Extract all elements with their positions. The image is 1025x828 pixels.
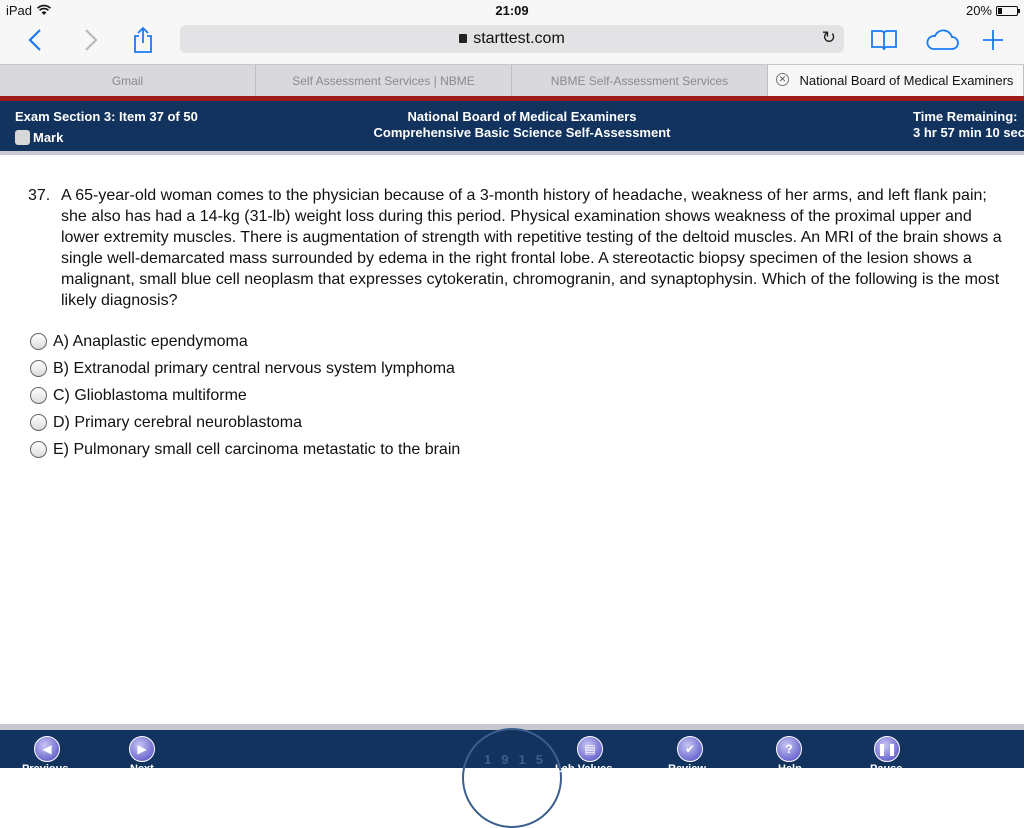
url-wrap bbox=[180, 30, 844, 48]
tab-nbme-self-assessment[interactable] bbox=[512, 65, 768, 96]
previous-label: Previous bbox=[22, 763, 69, 775]
time-value: 3 hr 57 min 10 sec bbox=[913, 125, 1025, 140]
tab-gmail[interactable] bbox=[0, 65, 256, 96]
header-divider bbox=[0, 151, 1024, 155]
book-icon bbox=[870, 28, 898, 52]
help-button[interactable] bbox=[776, 736, 802, 762]
status-right bbox=[966, 3, 1018, 18]
tab-label: Gmail bbox=[111, 73, 144, 88]
option-label: A) Anaplastic ependymoma bbox=[53, 332, 248, 350]
option-label: D) Primary cerebral neuroblastoma bbox=[53, 413, 302, 431]
radio-button[interactable] bbox=[30, 333, 47, 350]
answer-option-a[interactable] bbox=[30, 328, 730, 355]
mark-label: Mark bbox=[33, 130, 64, 145]
tab-label: NBME Self-Assessment Services bbox=[550, 73, 729, 88]
tab-label: National Board of Medical Examiners bbox=[799, 73, 1014, 88]
previous-icon: ◀ bbox=[42, 742, 52, 756]
radio-button[interactable] bbox=[30, 360, 47, 377]
device-name: iPad bbox=[6, 3, 33, 18]
nbme-seal-logo bbox=[462, 728, 562, 828]
tab-bar bbox=[0, 64, 1024, 96]
option-label: E) Pulmonary small cell carcinoma metastatic to the brain bbox=[53, 440, 461, 458]
pause-label: Pause bbox=[870, 763, 903, 775]
section-indicator: Exam Section 3: Item 37 of 50 bbox=[15, 109, 198, 124]
tab-self-assessment-services[interactable] bbox=[256, 65, 512, 96]
battery-icon bbox=[996, 6, 1018, 16]
cloud-icon bbox=[925, 29, 959, 51]
tab-label: Self Assessment Services | NBME bbox=[292, 73, 475, 88]
review-label: Review bbox=[668, 763, 706, 775]
pause-button[interactable] bbox=[874, 736, 900, 762]
reload-icon[interactable]: ↻ bbox=[821, 28, 836, 47]
review-icon: ✔ bbox=[684, 742, 696, 756]
lock-icon bbox=[459, 34, 467, 43]
forward-button[interactable] bbox=[76, 20, 106, 60]
share-button[interactable] bbox=[128, 20, 158, 60]
browser-toolbar bbox=[0, 20, 1024, 64]
answer-option-c[interactable] bbox=[30, 382, 730, 409]
previous-button[interactable] bbox=[34, 736, 60, 762]
lab-values-button[interactable] bbox=[577, 736, 603, 762]
seal-text: 1915 bbox=[484, 752, 553, 767]
close-tab-icon[interactable]: ✕ bbox=[776, 73, 789, 86]
help-label: Help bbox=[778, 763, 802, 775]
exam-name: Comprehensive Basic Science Self-Assessment bbox=[373, 125, 671, 140]
tab-national-board[interactable] bbox=[768, 65, 1024, 96]
battery-percent: 20% bbox=[965, 3, 992, 18]
checkbox-icon bbox=[15, 130, 30, 145]
next-icon: ▶ bbox=[137, 742, 147, 756]
option-label: C) Glioblastoma multiforme bbox=[53, 386, 247, 404]
mark-checkbox[interactable] bbox=[15, 130, 63, 145]
question-block bbox=[28, 185, 1003, 311]
org-name: National Board of Medical Examiners bbox=[407, 109, 637, 124]
radio-button[interactable] bbox=[30, 387, 47, 404]
address-bar[interactable] bbox=[180, 25, 844, 53]
question-number: 37. bbox=[28, 187, 51, 204]
clock: 21:09 bbox=[495, 3, 529, 18]
exam-header bbox=[0, 101, 1024, 151]
answer-option-e[interactable] bbox=[30, 436, 730, 463]
chevron-left-icon bbox=[28, 28, 42, 52]
status-bar bbox=[0, 0, 1024, 20]
next-button[interactable] bbox=[129, 736, 155, 762]
review-button[interactable] bbox=[677, 736, 703, 762]
option-label: B) Extranodal primary central nervous system lymphoma bbox=[53, 359, 455, 377]
icloud-tabs-button[interactable] bbox=[922, 20, 962, 60]
time-remaining bbox=[913, 109, 1025, 141]
radio-button[interactable] bbox=[30, 441, 47, 458]
chevron-right-icon bbox=[84, 28, 98, 52]
answer-option-b[interactable] bbox=[30, 355, 730, 382]
back-button[interactable] bbox=[20, 20, 50, 60]
plus-icon bbox=[981, 28, 1005, 52]
radio-button[interactable] bbox=[30, 414, 47, 431]
next-label: Next bbox=[130, 763, 154, 775]
new-tab-button[interactable] bbox=[978, 20, 1008, 60]
pause-icon: ❚❚ bbox=[876, 742, 898, 756]
answer-option-d[interactable] bbox=[30, 409, 730, 436]
footer-nav bbox=[0, 730, 1024, 775]
lab-values-icon: ▤ bbox=[584, 742, 596, 756]
bookmarks-button[interactable] bbox=[866, 20, 902, 60]
exam-title bbox=[312, 109, 732, 141]
time-label: Time Remaining: bbox=[913, 109, 1018, 124]
question-stem: A 65-year-old woman comes to the physician because of a 3-month history of headache, weakness of her arms, and left flank pain; she also has had a 14-kg (31-lb) weight loss during this period. Physical examination shows weakness of the proximal upper and lower extremity muscles. There is augmentation of strength with repetitive testing of the deltoid muscles. An MRI of the brain shows a single well-demarcated mass surrounded by edema in the right frontal lobe. A stereotactic biopsy specimen of the lesion shows a malignant, small blue cell neoplasm that expresses cytokeratin, chromogranin, and synaptophysin. Which of the following is the most likely diagnosis? bbox=[61, 187, 1002, 309]
help-icon: ? bbox=[785, 742, 793, 756]
lab-values-label: Lab Values bbox=[555, 763, 613, 775]
answer-options bbox=[30, 328, 730, 463]
url-text: starttest.com bbox=[473, 30, 565, 47]
share-icon bbox=[132, 26, 154, 54]
